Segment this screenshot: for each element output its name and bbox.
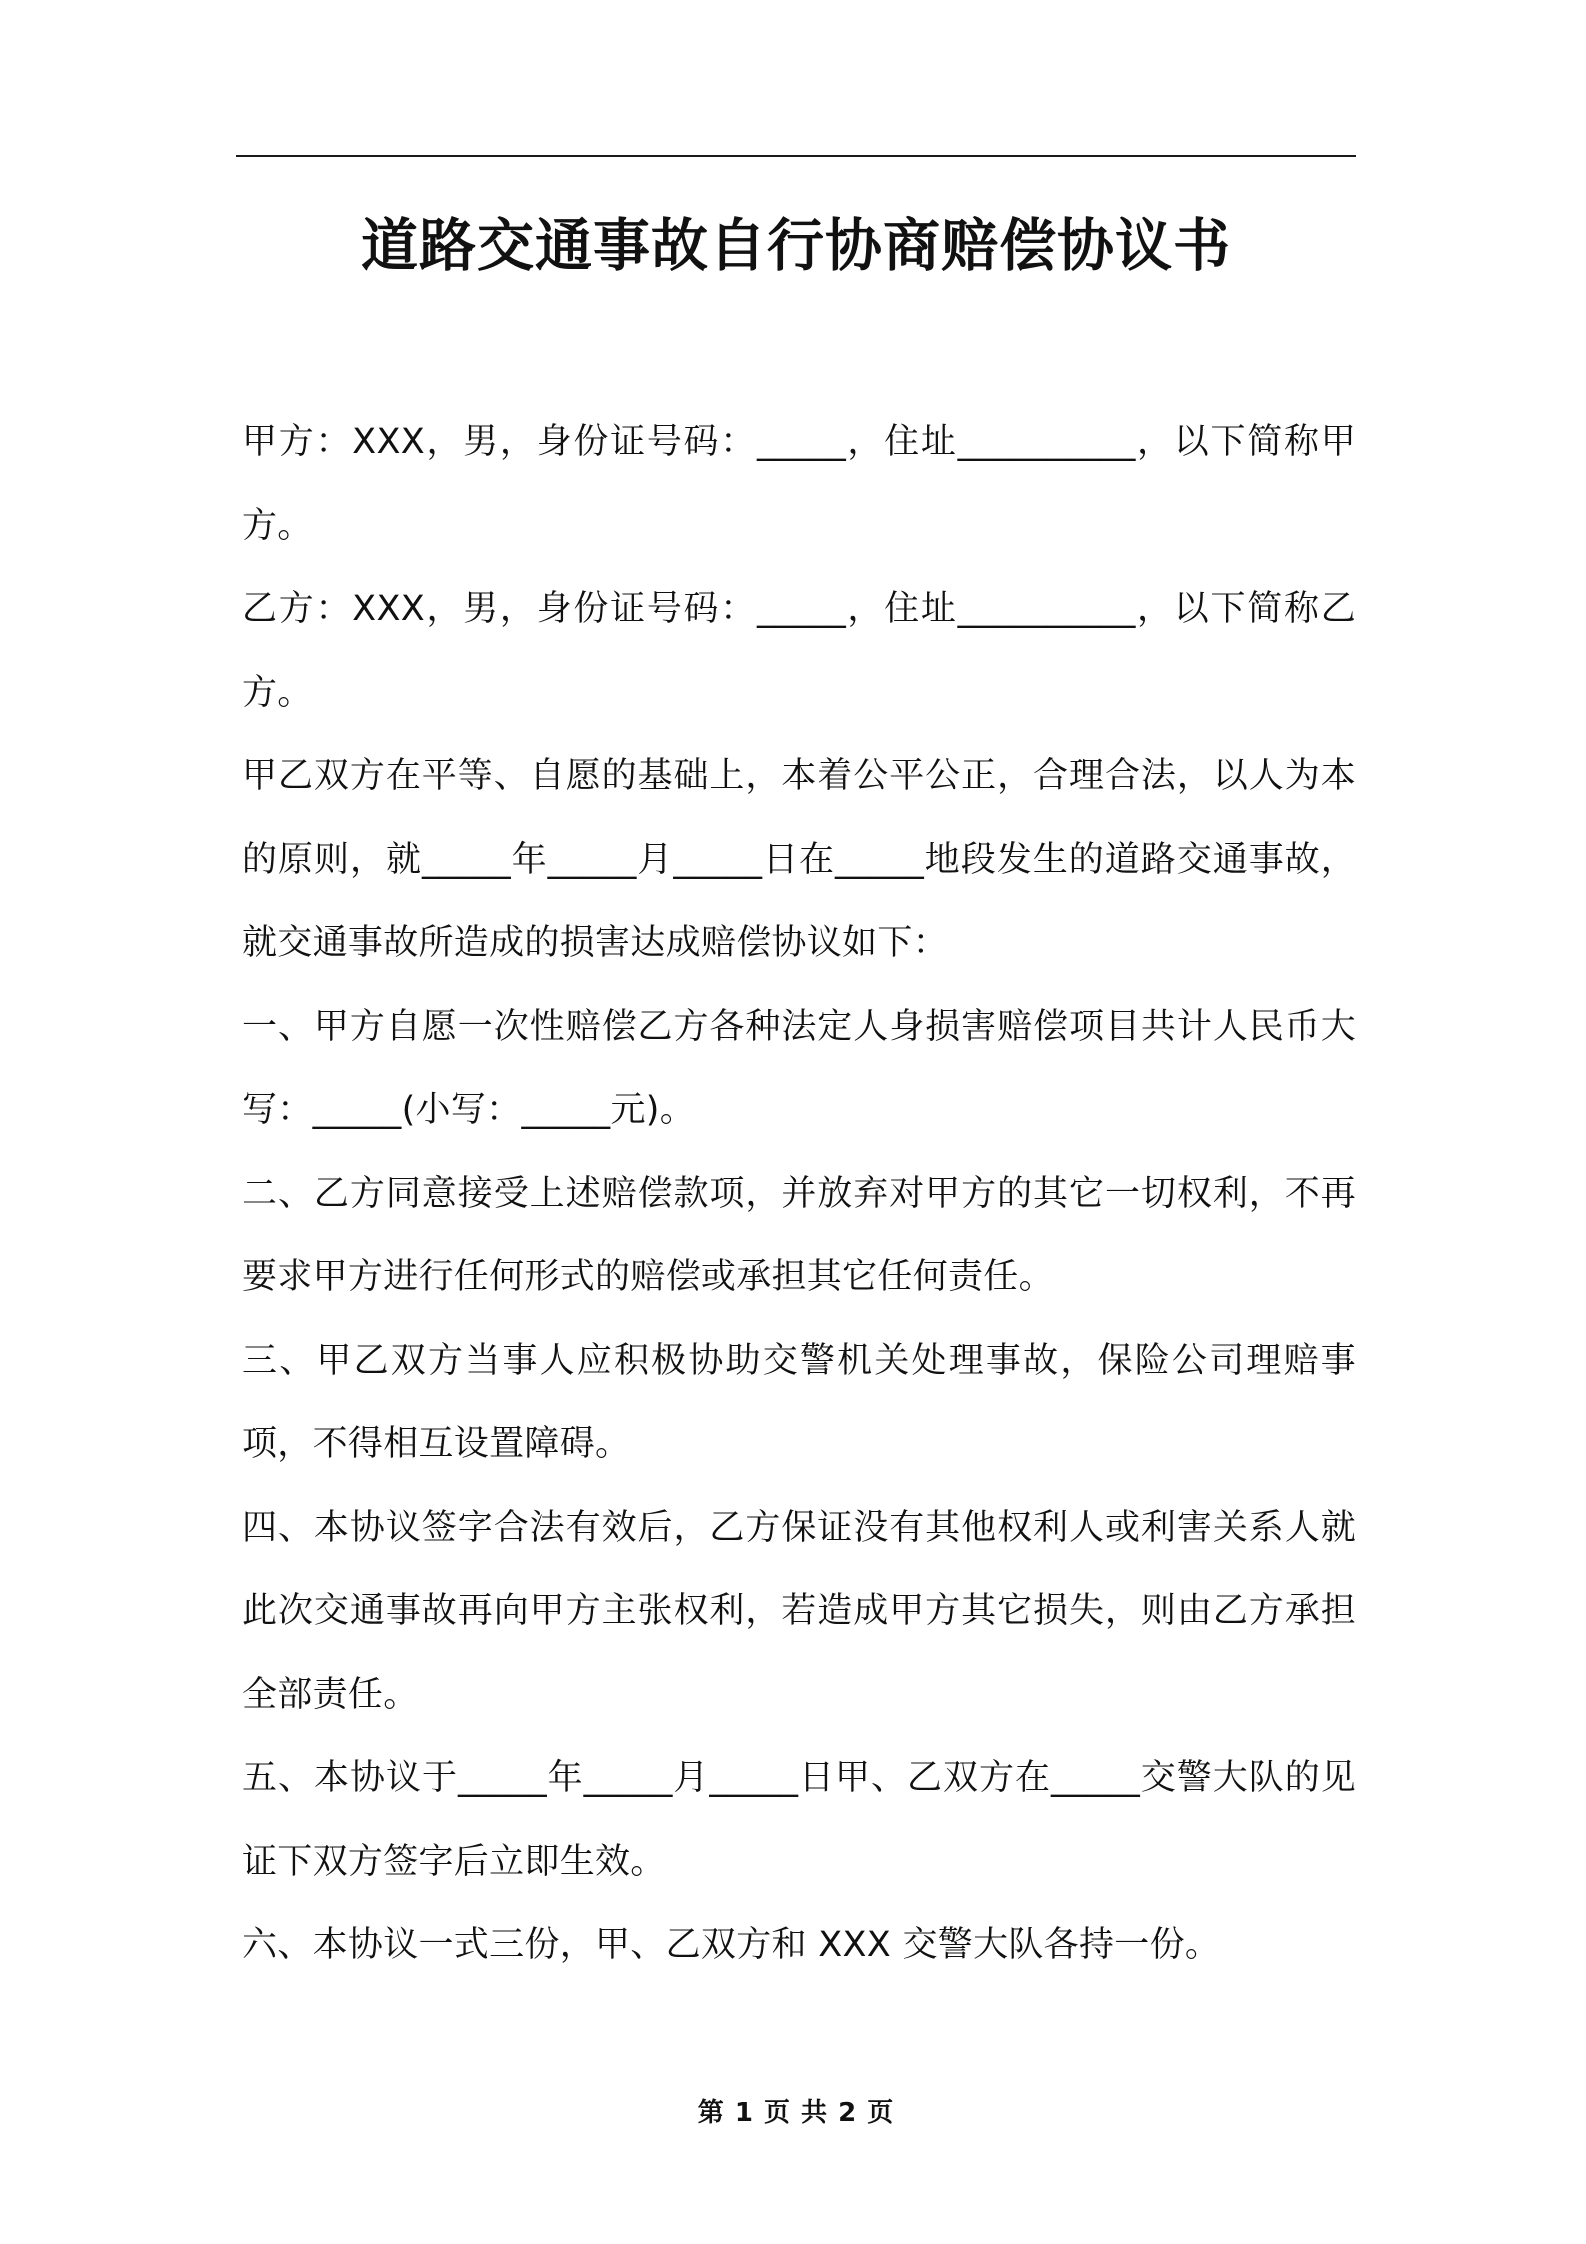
document-body bbox=[242, 401, 1356, 1988]
preamble-paragraph: 甲乙双方在平等、自愿的基础上，本着公平公正，合理合法，以人为本的原则，就_____年_____月_____日在_____地段发生的道路交通事故，就交通事故所造成的损害达成赔偿协议如下： bbox=[242, 756, 1356, 963]
header-rule bbox=[236, 155, 1356, 157]
page-number-footer: 第 1 页 共 2 页 bbox=[697, 2098, 895, 2128]
clause-6-paragraph: 六、本协议一式三份，甲、乙双方和 XXX 交警大队各持一份。 bbox=[242, 1925, 1221, 1965]
clause-3-paragraph: 三、甲乙双方当事人应积极协助交警机关处理事故，保险公司理赔事项，不得相互设置障碍。 bbox=[242, 1340, 1356, 1464]
party-a-paragraph: 甲方：XXX，男，身份证号码：_____，住址__________，以下简称甲方。 bbox=[242, 422, 1356, 546]
clause-4-paragraph: 四、本协议签字合法有效后，乙方保证没有其他权利人或利害关系人就此次交通事故再向甲方主张权利，若造成甲方其它损失，则由乙方承担全部责任。 bbox=[242, 1507, 1356, 1715]
clause-2-paragraph: 二、乙方同意接受上述赔偿款项，并放弃对甲方的其它一切权利，不再要求甲方进行任何形式的赔偿或承担其它任何责任。 bbox=[242, 1173, 1356, 1297]
clause-1-paragraph: 一、甲方自愿一次性赔偿乙方各种法定人身损害赔偿项目共计人民币大写：_____(小写：_____元)。 bbox=[242, 1006, 1356, 1130]
party-b-paragraph: 乙方：XXX，男，身份证号码：_____，住址__________，以下简称乙方。 bbox=[242, 589, 1356, 713]
clause-5-paragraph: 五、本协议于_____年_____月_____日甲、乙双方在_____交警大队的见证下双方签字后立即生效。 bbox=[242, 1758, 1356, 1882]
document-title: 道路交通事故自行协商赔偿协议书 bbox=[361, 213, 1231, 279]
